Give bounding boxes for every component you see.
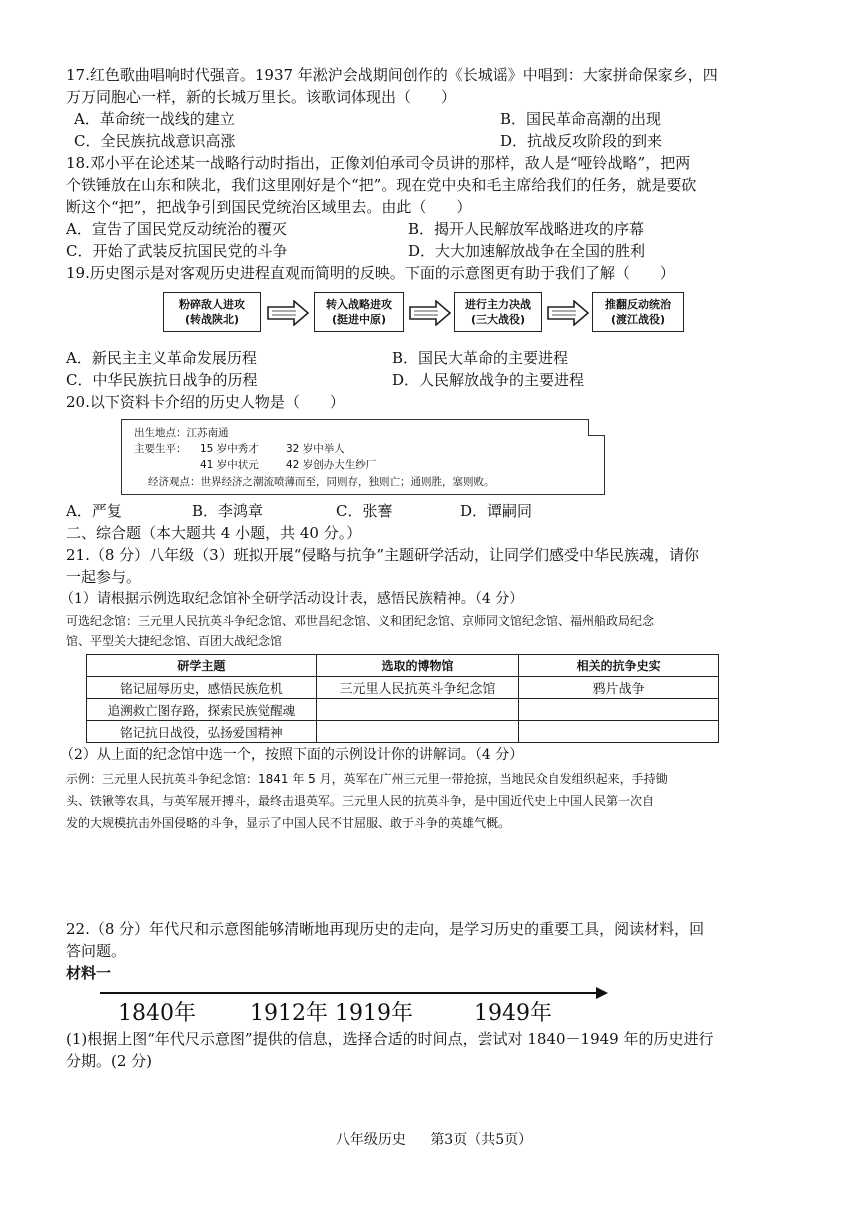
- q21-example-line1: 示例：三元里人民抗英斗争纪念馆：1841 年 5 月，英军在广州三元里一带抢掠，当地民众自发组织起来，手持锄: [66, 772, 668, 786]
- table-header-cell: 研学主题: [87, 655, 317, 677]
- q22-stem-line1: 22.（8 分）年代尺和示意图能够清晰地再现历史的走向，是学习历史的重要工具，阅读材料，回: [66, 920, 705, 938]
- timeline-label: 1919年: [335, 1001, 413, 1026]
- q21-sub2: （2）从上面的纪念馆中选一个，按照下面的示例设计你的讲解词。（4 分）: [60, 747, 524, 763]
- q21-example-line2: 头、铁锹等农具，与英军展开搏斗，最终击退英军。三元里人民的抗英斗争，是中国近代史上中国人民第一次自: [66, 794, 655, 808]
- study-design-table: [86, 654, 719, 743]
- q19-option-b: B．国民大革命的主要进程: [392, 349, 569, 367]
- page-footer: [0, 1129, 868, 1149]
- timeline-label: 1840年: [118, 1001, 196, 1026]
- table-cell-museum-blank[interactable]: [316, 721, 519, 743]
- section-two-heading: 二、综合题（本大题共 4 小题，共 40 分。）: [66, 524, 362, 542]
- q18-stem-line1: 18.邓小平在论述某一战略行动时指出，正像刘伯承司令员讲的那样，敌人是“哑铃战略”，把两: [66, 154, 691, 172]
- q17-option-c: C．全民族抗战意识高涨: [74, 132, 236, 150]
- flow-step-1-main: 粉碎敌人进攻: [179, 298, 245, 311]
- card-career-label: 主要生平：: [134, 443, 187, 455]
- flow-step-3: [454, 292, 542, 332]
- q17-stem-line2: 万万同胞心一样，新的长城万里长。该歌词体现出（ ）: [66, 88, 457, 106]
- q17-stem-line1: 17.红色歌曲唱响时代强音。1937 年淞沪会战期间创作的《长城谣》中唱到：大家拼命保家乡，四: [66, 66, 718, 84]
- q22-material-one: 材料一: [66, 964, 112, 982]
- table-cell-museum-blank[interactable]: [316, 699, 519, 721]
- flow-step-4-main: 推翻反动统治: [605, 298, 671, 311]
- table-cell-event-blank[interactable]: [519, 721, 719, 743]
- flow-step-2-sub: (挺进中原): [331, 313, 387, 326]
- timeline-axis: [100, 992, 600, 994]
- q18-option-a: A．宣告了国民党反动统治的覆灭: [66, 220, 287, 238]
- card-birthplace: 出生地点：江苏南通: [134, 427, 229, 439]
- footer-page-number: 第3页（共5页）: [430, 1132, 533, 1148]
- q18-stem-line2: 个铁锤放在山东和陕北，我们这里刚好是个“把”。现在党中央和毛主席给我们的任务，就是要砍: [66, 176, 697, 194]
- flow-arrow-icon: [408, 300, 452, 326]
- flow-arrow-icon: [546, 300, 590, 326]
- q21-example-line3: 发的大规模抗击外国侵略的斗争，显示了中国人民不甘屈服、敢于斗争的英雄气概。: [66, 816, 511, 830]
- q19-option-d: D．人民解放战争的主要进程: [392, 371, 585, 389]
- table-cell-event-blank[interactable]: [519, 699, 719, 721]
- q18-stem-line3: 断这个“把”，把战争引到国民党统治区域里去。由此（ ）: [66, 198, 472, 216]
- table-cell-theme: 铭记抗日战役，弘扬爱国精神: [87, 721, 317, 743]
- card-economy: 经济观点：世界经济之潮流喷薄而至，同则存，独则亡；通则胜，塞则败。: [148, 476, 495, 488]
- q18-option-b: B．揭开人民解放军战略进攻的序幕: [408, 220, 645, 238]
- q21-stem-line1: 21.（8 分）八年级（3）班拟开展“侵略与抗争”主题研学活动，让同学们感受中华民族魂，请你: [66, 546, 700, 564]
- timeline-label: 1949年: [474, 1001, 552, 1026]
- q21-stem-line2: 一起参与。: [66, 568, 142, 586]
- q19-option-c: C．中华民族抗日战争的历程: [66, 371, 258, 389]
- q21-choices-line1: 可选纪念馆：三元里人民抗英斗争纪念馆、邓世昌纪念馆、义和团纪念馆、京师同文馆纪念馆、福州船政局纪念: [66, 614, 655, 628]
- profile-card: [121, 419, 605, 495]
- table-row: [87, 677, 719, 699]
- q19-option-a: A．新民主主义革命发展历程: [66, 349, 257, 367]
- table-header-row: [87, 655, 719, 677]
- footer-subject: 八年级历史: [335, 1132, 406, 1148]
- table-cell-theme: 追溯救亡图存路，探索民族觉醒魂: [87, 699, 317, 721]
- table-cell-event: 鸦片战争: [519, 677, 719, 699]
- table-row: [87, 699, 719, 721]
- q20-option-c: C．张謇: [336, 502, 393, 520]
- q21-choices-line2: 馆、平型关大捷纪念馆、百团大战纪念馆: [66, 634, 283, 648]
- q20-option-a: A．严复: [66, 502, 122, 520]
- card-career-3: 41 岁中状元: [200, 459, 259, 471]
- flow-step-1-sub: (转战陕北): [184, 313, 240, 326]
- table-row: [87, 721, 719, 743]
- flow-step-1: [163, 292, 261, 332]
- q20-option-d: D．谭嗣同: [460, 502, 533, 520]
- q20-stem-line1: 20.以下资料卡介绍的历史人物是（ ）: [66, 393, 345, 411]
- table-header-cell: 选取的博物馆: [316, 655, 519, 677]
- flow-step-2-main: 转入战略进攻: [326, 298, 392, 311]
- q17-option-d: D．抗战反攻阶段的到来: [500, 132, 663, 150]
- q18-option-c: C．开始了武装反抗国民党的斗争: [66, 242, 288, 260]
- flow-step-3-sub: (三大战役): [470, 313, 526, 326]
- q22-sub1-line1: (1)根据上图“年代尺示意图”提供的信息，选择合适的时间点，尝试对 1840－1949 年的历史进行: [66, 1030, 714, 1048]
- card-fold-corner: [588, 419, 605, 436]
- q22-sub1-line2: 分期。(2 分): [66, 1052, 153, 1070]
- table-cell-theme: 铭记屈辱历史，感悟民族危机: [87, 677, 317, 699]
- timeline-arrow-icon: [596, 987, 608, 999]
- flow-step-3-main: 进行主力决战: [465, 298, 531, 311]
- card-career-2: 32 岁中举人: [286, 443, 345, 455]
- flow-step-4: [592, 292, 684, 332]
- q18-option-d: D．大大加速解放战争在全国的胜利: [408, 242, 646, 260]
- table-header-cell: 相关的抗争史实: [519, 655, 719, 677]
- q17-option-a: A．革命统一战线的建立: [74, 110, 235, 128]
- flow-step-2: [314, 292, 404, 332]
- timeline-label: 1912年: [250, 1001, 328, 1026]
- card-career-4: 42 岁创办大生纱厂: [286, 459, 377, 471]
- card-career-1: 15 岁中秀才: [200, 443, 259, 455]
- q22-stem-line2: 答问题。: [66, 942, 127, 960]
- flow-arrow-icon: [266, 300, 310, 326]
- flow-step-4-sub: (渡江战役): [610, 313, 666, 326]
- q17-option-b: B．国民革命高潮的出现: [500, 110, 662, 128]
- q21-sub1: （1）请根据示例选取纪念馆补全研学活动设计表，感悟民族精神。（4 分）: [60, 591, 524, 607]
- q19-stem-line1: 19.历史图示是对客观历史进程直观而简明的反映。下面的示意图更有助于我们了解（ ）: [66, 264, 675, 282]
- table-cell-museum: 三元里人民抗英斗争纪念馆: [316, 677, 519, 699]
- q20-option-b: B．李鸿章: [192, 502, 264, 520]
